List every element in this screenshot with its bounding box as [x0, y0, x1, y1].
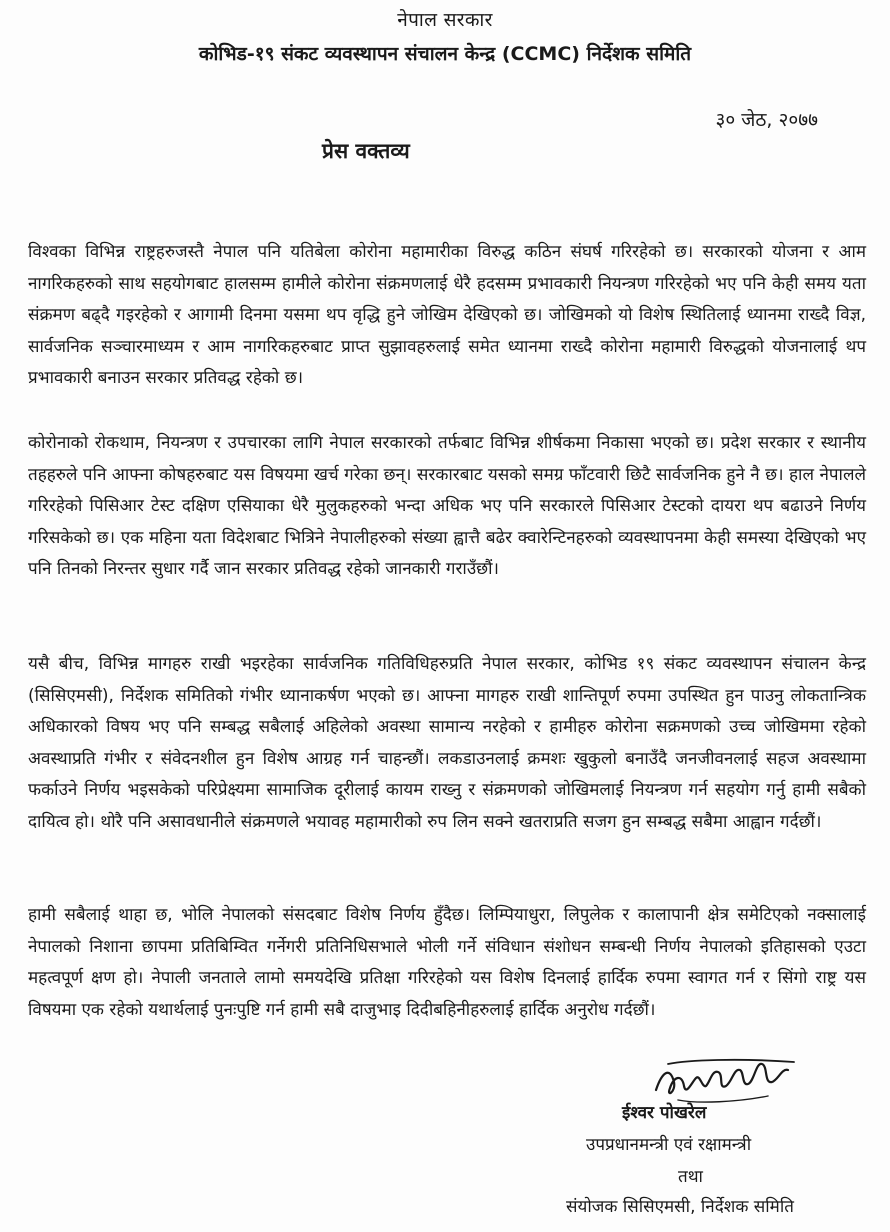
document-title: प्रेस वक्तव्य	[322, 139, 410, 163]
signatory-conjunction: तथा	[678, 1167, 703, 1187]
paragraph-3: यसै बीच, विभिन्न मागहरु राखी भइरहेका सार्वजनिक गतिविधिहरुप्रति नेपाल सरकार, कोभिड १९ संकट व्यवस्थापन संचालन केन्द्र (सिसिएमसी), निर्देशक समितिको गंभीर ध्यानाकर्षण भएको छ। आफ्ना मागहरु राखी शान्तिपूर्ण रुपमा उपस्थित हुन पाउनु लोकतान्त्रिक अधिकारको विषय भए पनि सम्बद्ध सबैलाई अहिलेको अवस्था सामान्य नरहेको र हामीहरु कोरोना सक्रमणको उच्च जोखिममा रहेको अवस्थाप्रति गंभीर र संवेदनशील हुन विशेष आग्रह गर्न चाहन्छौं। लकडाउनलाई क्रमशः खुकुलो बनाउँदै जनजीवनलाई सहज अवस्थामा फर्काउने निर्णय भइसकेको परिप्रेक्ष्यमा सामाजिक दूरीलाई कायम राख्नु र संक्रमणको जोखिमलाई नियन्त्रण गर्न सहयोग गर्नु हामी सबैको दायित्व हो। थोरै पनि असावधानीले संक्रमणले भयावह महामारीको रुप लिन सक्ने खतराप्रति सजग हुन सम्बद्ध सबैमा आह्वान गर्दछौं।	[28, 654, 866, 832]
paragraph-1: विश्वका विभिन्न राष्ट्रहरुजस्तै नेपाल पनि यतिबेला कोरोना महामारीका विरुद्ध कठिन संघर्ष गरिरहेको छ। सरकारको योजना र आम नागरिकहरुको साथ सहयोगबाट हालसम्म हामीले कोरोना संक्रमणलाई धेरै हदसम्म प्रभावकारी नियन्त्रण गरिरहेको भए पनि केही समय यता संक्रमण बढ्दै गइरहेको र आगामी दिनमा यसमा थप वृद्धि हुने जोखिम देखिएको छ। जोखिमको यो विशेष स्थितिलाई ध्यानमा राख्दै विज्ञ, सार्वजनिक सञ्चारमाध्यम र आम नागरिकहरुबाट प्राप्त सुझावहरुलाई समेत ध्यानमा राख्दै कोरोना महामारी विरुद्धको योजनालाई थप प्रभावकारी बनाउन सरकार प्रतिवद्ध रहेको छ।	[28, 242, 866, 388]
signatory-role: संयोजक सिसिएमसी, निर्देशक समिति	[566, 1197, 794, 1217]
signatory-title: उपप्रधानमन्त्री एवं रक्षामन्त्री	[586, 1135, 752, 1155]
paragraph-4: हामी सबैलाई थाहा छ, भोलि नेपालको संसदबाट विशेष निर्णय हुँदैछ। लिम्पियाधुरा, लिपुलेक र कालापानी क्षेत्र समेटिएको नक्सालाई नेपालको निशाना छापमा प्रतिबिम्वित गर्नेगरी प्रतिनिधिसभाले भोली गर्ने संविधान संशोधन सम्बन्धी निर्णय नेपालको इतिहासको एउटा महत्वपूर्ण क्षण हो। नेपाली जनताले लामो समयदेखि प्रतिक्षा गरिरहेको यस विशेष दिनलाई हार्दिक रुपमा स्वागत गर्न र सिंगो राष्ट्र यस विषयमा एक रहेको यथार्थलाई पुनःपुष्टि गर्न हामी सबै दाजुभाइ दिदीबहिनीहरुलाई हार्दिक अनुरोध गर्दछौं।	[28, 905, 866, 1020]
government-heading: नेपाल सरकार	[397, 9, 493, 31]
paragraph-2: कोरोनाको रोकथाम, नियन्त्रण र उपचारका लागि नेपाल सरकारको तर्फबाट विभिन्न शीर्षकमा निकासा भएको छ। प्रदेश सरकार र स्थानीय तहहरुले पनि आफ्ना कोषहरुबाट यस विषयमा खर्च गरेका छन्। सरकारबाट यसको समग्र फाँटवारी छिटै सार्वजनिक हुने नै छ। हाल नेपालले गरिरहेको पिसिआर टेस्ट दक्षिण एसियाका धेरै मुलुकहरुको भन्दा अधिक भए पनि सरकारले पिसिआर टेस्टको दायरा थप बढाउने निर्णय गरिसकेको छ। एक महिना यता विदेशबाट भित्रिने नेपालीहरुको संख्या ह्वात्तै बढेर क्वारेन्टिनहरुको व्यवस्थापनमा केही समस्या देखिएको भए पनि तिनको निरन्तर सुधार गर्दै जान सरकार प्रतिवद्ध रहेको जानकारी गराउँछौं।	[28, 433, 866, 579]
signatory-name: ईश्वर पोखरेल	[622, 1103, 707, 1123]
release-date: ३० जेठ, २०७७	[715, 109, 818, 131]
committee-heading: कोभिड-१९ संकट व्यवस्थापन संचालन केन्द्र (CCMC) निर्देशक समिति	[198, 43, 692, 65]
